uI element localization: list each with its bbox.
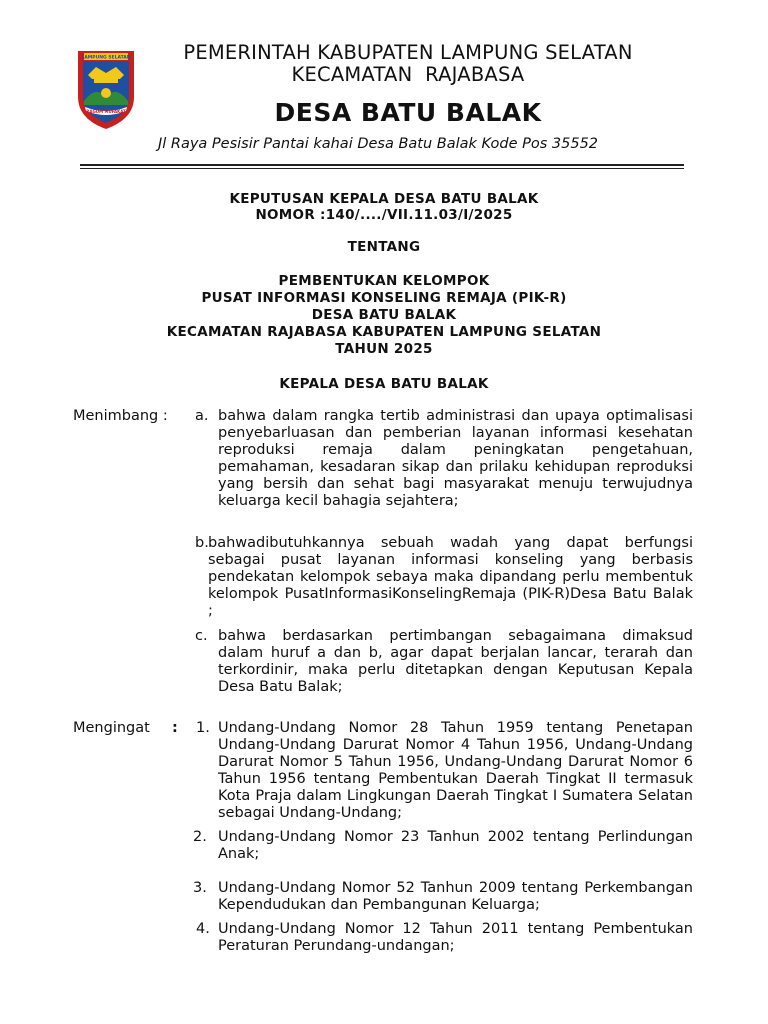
decree-subject-2: PUSAT INFORMASI KONSELING REMAJA (PIK-R) [201, 290, 567, 306]
decree-tentang: TENTANG [347, 239, 421, 255]
mengingat-2-text: Undang-Undang Nomor 23 Tanhun 2002 tentang Perlindungan Anak; [218, 829, 693, 862]
menimbang-b-marker: b. [195, 535, 209, 551]
mengingat-2-marker: 2. [193, 829, 207, 845]
mengingat-label: Mengingat [73, 720, 150, 736]
menimbang-a-text: bahwa dalam rangka tertib administrasi dan upaya optimalisasi penyebarluasan dan pemberian layanan informasi kesehatan reproduksi remaja dalam peningkatan pengetahuan, pemahaman, kesadaran sikap dan prilaku kehidupan reproduksi yang bersih dan sehat bagi masyarakat menuju terwujudnya keluarga kecil bahagia sejahtera; [218, 408, 693, 509]
letterhead-address: Jl Raya Pesisir Pantai kahai Desa Batu Balak Kode Pos 35552 [157, 136, 599, 152]
letterhead-desa: DESA BATU BALAK [274, 98, 542, 127]
decree-subject-3: DESA BATU BALAK [311, 307, 457, 323]
mengingat-1-text: Undang-Undang Nomor 28 Tahun 1959 tentang Penetapan Undang-Undang Darurat Nomor 4 Tahun 1956, Undang-Undang Darurat Nomor 5 Tahun 1956, Undang-Undang Darurat Nomor 6 Tahun 1956 tentang Pembentukan Daerah Tingkat II termasuk Kota Praja dalam Lingkungan Daerah Tingkat I Sumatera Selatan sebagai Undang-Undang; [218, 720, 693, 821]
decree-number: NOMOR :140/..../VII.11.03/I/2025 [255, 207, 513, 223]
mengingat-colon: : [172, 720, 178, 736]
mengingat-3-marker: 3. [193, 880, 207, 896]
mengingat-4-text: Undang-Undang Nomor 12 Tahun 2011 tentang Pembentukan Peraturan Perundang-undangan; [218, 921, 693, 954]
decree-subject-4: KECAMATAN RAJABASA KABUPATEN LAMPUNG SELATAN [166, 324, 602, 340]
mengingat-1-marker: 1. [196, 720, 210, 736]
svg-text:RAGOM MUFAKAT: RAGOM MUFAKAT [86, 109, 126, 114]
letterhead-rule-thick [80, 164, 684, 166]
menimbang-a-marker: a. [195, 408, 209, 424]
decree-subject-5: TAHUN 2025 [335, 341, 433, 357]
svg-text:LAMPUNG SELATAN: LAMPUNG SELATAN [81, 55, 131, 61]
mengingat-4-marker: 4. [196, 921, 210, 937]
decree-title: KEPUTUSAN KEPALA DESA BATU BALAK [229, 191, 539, 207]
letterhead-pemerintah: PEMERINTAH KABUPATEN LAMPUNG SELATAN [183, 41, 633, 64]
letterhead-government [130, 42, 686, 86]
letterhead-kecamatan: KECAMATAN RAJABASA [291, 63, 525, 86]
decree-subject-1: PEMBENTUKAN KELOMPOK [278, 273, 490, 289]
menimbang-b-text: bahwadibutuhkannya sebuah wadah yang dapat berfungsi sebagai pusat layanan informasi konseling yang berbasis pendekatan kelompok sebaya maka dipandang perlu membentuk kelompok PusatInformasiKonselingRemaja (PIK-R)Desa Batu Balak ; [208, 535, 693, 619]
mengingat-3-text: Undang-Undang Nomor 52 Tanhun 2009 tentang Perkembangan Kependudukan dan Pembangunan Keluarga; [218, 880, 693, 913]
letterhead-rule-thin [80, 168, 684, 169]
menimbang-c-text: bahwa berdasarkan pertimbangan sebagaimana dimaksud dalam huruf a dan b, agar dapat berjalan lancar, terarah dan terkordinir, maka perlu ditetapkan dengan Keputusan Kepala Desa Batu Balak; [218, 628, 693, 695]
decree-official: KEPALA DESA BATU BALAK [279, 376, 489, 392]
menimbang-c-marker: c. [195, 628, 208, 644]
menimbang-label: Menimbang : [73, 408, 168, 424]
